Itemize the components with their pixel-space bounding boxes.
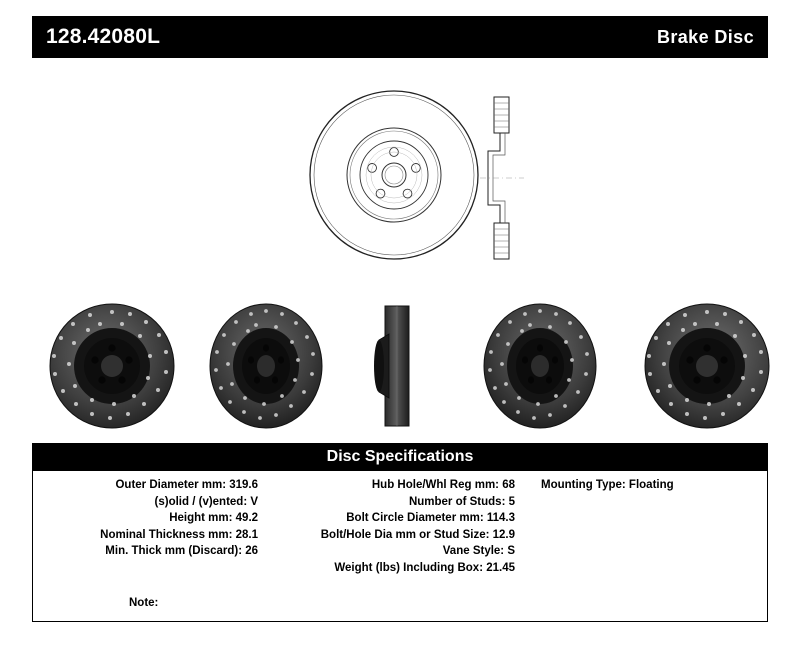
spec-row: Mounting Type: Floating <box>541 479 674 491</box>
spec-row: Number of Studs: 5 <box>408 495 515 508</box>
document-header <box>32 16 768 58</box>
rotor-cross-section-drawing <box>472 93 542 263</box>
spec-row: Bolt Circle Diameter mm: 114.3 <box>346 512 515 524</box>
spec-row: Weight (lbs) Including Box: 21.45 <box>334 561 515 574</box>
rotor-photo-angle-1 <box>40 300 185 432</box>
technical-drawing-area <box>32 85 768 290</box>
spec-row: (s)olid / (v)ented: V <box>154 495 259 508</box>
rotor-photo-angle-3 <box>470 300 610 432</box>
spec-row: Hub Hole/Whl Reg mm: 68 <box>371 479 515 491</box>
spec-row: Min. Thick mm (Discard): 26 <box>105 545 259 557</box>
note-label: Note: <box>129 597 159 609</box>
spec-row: Nominal Thickness mm: 28.1 <box>100 528 259 541</box>
spec-title: Disc Specifications <box>33 444 767 471</box>
rotor-photo-edge-view <box>365 300 435 432</box>
rotor-photo-angle-4 <box>635 300 780 432</box>
spec-column-middle <box>266 477 519 583</box>
part-number: 128.42080L <box>46 25 161 48</box>
disc-specifications-panel <box>32 443 768 622</box>
spec-column-left <box>33 477 266 583</box>
spec-body <box>33 471 767 587</box>
rotor-front-view-drawing <box>304 85 484 265</box>
rotor-photo-angle-2 <box>196 300 336 432</box>
spec-row: Height mm: 49.2 <box>169 512 259 524</box>
document-type-label: Brake Disc <box>656 26 754 47</box>
spec-row: Outer Diameter mm: 319.6 <box>115 479 259 491</box>
spec-column-right <box>519 477 767 583</box>
product-photo-row <box>20 300 780 432</box>
spec-row: Vane Style: S <box>442 545 515 557</box>
spec-row: Bolt/Hole Dia mm or Stud Size: 12.9 <box>320 528 515 541</box>
